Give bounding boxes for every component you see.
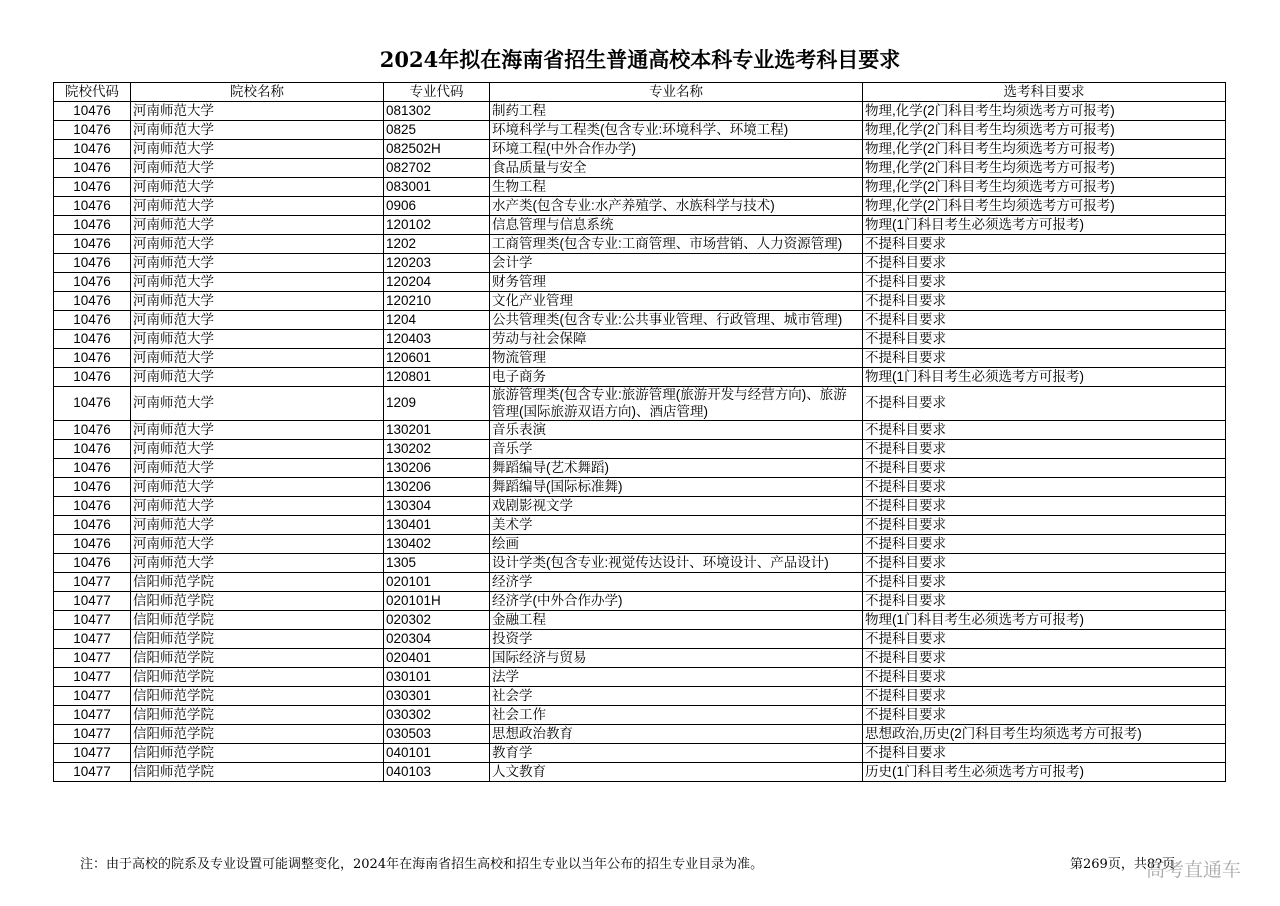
major-code-cell: 030301 xyxy=(384,687,490,706)
major-code-cell: 081302 xyxy=(384,102,490,121)
table-row xyxy=(54,497,1226,516)
school-name-cell: 河南师范大学 xyxy=(131,387,384,421)
table-row xyxy=(54,440,1226,459)
school-code-cell: 10476 xyxy=(54,102,131,121)
table-row xyxy=(54,421,1226,440)
school-code-cell: 10476 xyxy=(54,440,131,459)
major-name-cell: 舞蹈编导(艺术舞蹈) xyxy=(490,459,863,478)
school-code-cell: 10476 xyxy=(54,292,131,311)
page-number: 第269页，共8?页 xyxy=(1070,857,1176,872)
major-name-cell: 公共管理类(包含专业:公共事业管理、行政管理、城市管理) xyxy=(490,311,863,330)
school-name-cell: 河南师范大学 xyxy=(131,368,384,387)
table-row xyxy=(54,554,1226,573)
subject-requirement-cell: 不提科目要求 xyxy=(863,292,1226,311)
school-code-cell: 10477 xyxy=(54,706,131,725)
school-name-cell: 河南师范大学 xyxy=(131,311,384,330)
table-row xyxy=(54,235,1226,254)
major-name-cell: 制药工程 xyxy=(490,102,863,121)
table-row xyxy=(54,668,1226,687)
major-code-cell: 120601 xyxy=(384,349,490,368)
subject-requirement-cell: 物理,化学(2门科目考生均须选考方可报考) xyxy=(863,159,1226,178)
school-code-cell: 10476 xyxy=(54,535,131,554)
major-name-cell: 劳动与社会保障 xyxy=(490,330,863,349)
major-code-cell: 120801 xyxy=(384,368,490,387)
table-row xyxy=(54,311,1226,330)
major-code-cell: 030101 xyxy=(384,668,490,687)
major-code-cell: 120203 xyxy=(384,254,490,273)
table-row xyxy=(54,459,1226,478)
header-major-code: 专业代码 xyxy=(384,83,490,102)
major-name-cell: 经济学(中外合作办学) xyxy=(490,592,863,611)
school-name-cell: 信阳师范学院 xyxy=(131,725,384,744)
school-name-cell: 河南师范大学 xyxy=(131,440,384,459)
major-code-cell: 1202 xyxy=(384,235,490,254)
header-subject-requirement: 选考科目要求 xyxy=(863,83,1226,102)
school-code-cell: 10477 xyxy=(54,611,131,630)
major-code-cell: 020304 xyxy=(384,630,490,649)
subject-requirement-cell: 不提科目要求 xyxy=(863,535,1226,554)
major-name-cell: 社会工作 xyxy=(490,706,863,725)
school-name-cell: 河南师范大学 xyxy=(131,535,384,554)
school-name-cell: 河南师范大学 xyxy=(131,273,384,292)
subject-requirement-cell: 不提科目要求 xyxy=(863,311,1226,330)
subject-requirement-cell: 不提科目要求 xyxy=(863,630,1226,649)
school-name-cell: 河南师范大学 xyxy=(131,178,384,197)
table-row xyxy=(54,630,1226,649)
subject-requirement-cell: 不提科目要求 xyxy=(863,592,1226,611)
major-code-cell: 0906 xyxy=(384,197,490,216)
school-name-cell: 河南师范大学 xyxy=(131,349,384,368)
major-code-cell: 020101 xyxy=(384,573,490,592)
school-name-cell: 河南师范大学 xyxy=(131,292,384,311)
school-code-cell: 10476 xyxy=(54,497,131,516)
table-row xyxy=(54,254,1226,273)
table-row xyxy=(54,368,1226,387)
table-row xyxy=(54,706,1226,725)
subject-requirement-cell: 不提科目要求 xyxy=(863,421,1226,440)
school-code-cell: 10476 xyxy=(54,349,131,368)
school-code-cell: 10476 xyxy=(54,273,131,292)
school-code-cell: 10477 xyxy=(54,649,131,668)
major-name-cell: 文化产业管理 xyxy=(490,292,863,311)
school-name-cell: 信阳师范学院 xyxy=(131,763,384,782)
major-name-cell: 生物工程 xyxy=(490,178,863,197)
subject-requirement-cell: 不提科目要求 xyxy=(863,330,1226,349)
page-title: 2024年拟在海南省招生普通高校本科专业选考科目要求 xyxy=(379,47,901,72)
school-code-cell: 10477 xyxy=(54,630,131,649)
school-name-cell: 河南师范大学 xyxy=(131,330,384,349)
major-name-cell: 金融工程 xyxy=(490,611,863,630)
major-code-cell: 130206 xyxy=(384,459,490,478)
school-name-cell: 河南师范大学 xyxy=(131,516,384,535)
subject-requirement-cell: 不提科目要求 xyxy=(863,573,1226,592)
subject-requirement-cell: 不提科目要求 xyxy=(863,516,1226,535)
major-name-cell: 工商管理类(包含专业:工商管理、市场营销、人力资源管理) xyxy=(490,235,863,254)
table-row xyxy=(54,649,1226,668)
school-name-cell: 河南师范大学 xyxy=(131,235,384,254)
watermark: 高考直通车 xyxy=(1146,859,1242,881)
major-name-cell: 国际经济与贸易 xyxy=(490,649,863,668)
subject-requirement-cell: 物理,化学(2门科目考生均须选考方可报考) xyxy=(863,197,1226,216)
subject-requirement-cell: 不提科目要求 xyxy=(863,706,1226,725)
major-code-cell: 0825 xyxy=(384,121,490,140)
major-name-cell: 音乐学 xyxy=(490,440,863,459)
school-name-cell: 信阳师范学院 xyxy=(131,592,384,611)
table-row xyxy=(54,725,1226,744)
school-name-cell: 河南师范大学 xyxy=(131,102,384,121)
major-code-cell: 1204 xyxy=(384,311,490,330)
table-row xyxy=(54,478,1226,497)
school-code-cell: 10476 xyxy=(54,216,131,235)
school-name-cell: 河南师范大学 xyxy=(131,197,384,216)
school-code-cell: 10476 xyxy=(54,387,131,421)
school-name-cell: 河南师范大学 xyxy=(131,554,384,573)
major-code-cell: 030503 xyxy=(384,725,490,744)
table-row xyxy=(54,178,1226,197)
school-code-cell: 10477 xyxy=(54,592,131,611)
table-row xyxy=(54,349,1226,368)
major-name-cell: 环境科学与工程类(包含专业:环境科学、环境工程) xyxy=(490,121,863,140)
school-name-cell: 河南师范大学 xyxy=(131,159,384,178)
footer-note: 注：由于高校的院系及专业设置可能调整变化，2024年在海南省招生高校和招生专业以当年公布的招生专业目录为准。 xyxy=(80,857,764,872)
major-code-cell: 120403 xyxy=(384,330,490,349)
subject-requirement-cell: 不提科目要求 xyxy=(863,649,1226,668)
major-name-cell: 财务管理 xyxy=(490,273,863,292)
subject-requirement-cell: 不提科目要求 xyxy=(863,254,1226,273)
major-name-cell: 物流管理 xyxy=(490,349,863,368)
school-code-cell: 10477 xyxy=(54,668,131,687)
major-name-cell: 社会学 xyxy=(490,687,863,706)
school-name-cell: 河南师范大学 xyxy=(131,421,384,440)
school-name-cell: 信阳师范学院 xyxy=(131,611,384,630)
school-code-cell: 10476 xyxy=(54,554,131,573)
subject-requirement-cell: 物理(1门科目考生必须选考方可报考) xyxy=(863,216,1226,235)
table-row xyxy=(54,573,1226,592)
major-code-cell: 130206 xyxy=(384,478,490,497)
major-name-cell: 戏剧影视文学 xyxy=(490,497,863,516)
subject-requirement-cell: 不提科目要求 xyxy=(863,235,1226,254)
school-code-cell: 10476 xyxy=(54,368,131,387)
subject-requirement-cell: 不提科目要求 xyxy=(863,459,1226,478)
major-code-cell: 020401 xyxy=(384,649,490,668)
school-name-cell: 河南师范大学 xyxy=(131,254,384,273)
table-row xyxy=(54,387,1226,421)
school-name-cell: 河南师范大学 xyxy=(131,478,384,497)
subject-requirement-cell: 不提科目要求 xyxy=(863,668,1226,687)
school-code-cell: 10476 xyxy=(54,516,131,535)
school-name-cell: 信阳师范学院 xyxy=(131,744,384,763)
subject-requirement-cell: 思想政治,历史(2门科目考生均须选考方可报考) xyxy=(863,725,1226,744)
school-code-cell: 10476 xyxy=(54,197,131,216)
major-code-cell: 120204 xyxy=(384,273,490,292)
table-row xyxy=(54,611,1226,630)
major-name-cell: 思想政治教育 xyxy=(490,725,863,744)
major-code-cell: 1209 xyxy=(384,387,490,421)
school-code-cell: 10477 xyxy=(54,725,131,744)
school-name-cell: 信阳师范学院 xyxy=(131,649,384,668)
major-name-cell: 舞蹈编导(国际标准舞) xyxy=(490,478,863,497)
school-code-cell: 10476 xyxy=(54,121,131,140)
major-name-cell: 水产类(包含专业:水产养殖学、水族科学与技术) xyxy=(490,197,863,216)
school-code-cell: 10476 xyxy=(54,330,131,349)
major-name-cell: 音乐表演 xyxy=(490,421,863,440)
table-row xyxy=(54,273,1226,292)
major-code-cell: 120210 xyxy=(384,292,490,311)
header-school-name: 院校名称 xyxy=(131,83,384,102)
school-code-cell: 10477 xyxy=(54,744,131,763)
header-major-name: 专业名称 xyxy=(490,83,863,102)
major-name-cell: 法学 xyxy=(490,668,863,687)
major-code-cell: 083001 xyxy=(384,178,490,197)
school-name-cell: 河南师范大学 xyxy=(131,459,384,478)
table-row xyxy=(54,687,1226,706)
school-name-cell: 河南师范大学 xyxy=(131,216,384,235)
school-name-cell: 信阳师范学院 xyxy=(131,668,384,687)
subject-requirement-cell: 不提科目要求 xyxy=(863,349,1226,368)
table-row xyxy=(54,102,1226,121)
table-row xyxy=(54,197,1226,216)
school-code-cell: 10476 xyxy=(54,459,131,478)
table-row xyxy=(54,744,1226,763)
major-name-cell: 人文教育 xyxy=(490,763,863,782)
school-name-cell: 河南师范大学 xyxy=(131,140,384,159)
major-name-cell: 环境工程(中外合作办学) xyxy=(490,140,863,159)
school-code-cell: 10476 xyxy=(54,159,131,178)
table-row xyxy=(54,763,1226,782)
major-code-cell: 120102 xyxy=(384,216,490,235)
major-code-cell: 082502H xyxy=(384,140,490,159)
subject-requirement-cell: 物理(1门科目考生必须选考方可报考) xyxy=(863,611,1226,630)
major-name-cell: 教育学 xyxy=(490,744,863,763)
subject-requirement-cell: 不提科目要求 xyxy=(863,497,1226,516)
subject-requirement-cell: 物理(1门科目考生必须选考方可报考) xyxy=(863,368,1226,387)
major-code-cell: 1305 xyxy=(384,554,490,573)
school-code-cell: 10476 xyxy=(54,478,131,497)
major-code-cell: 130201 xyxy=(384,421,490,440)
school-code-cell: 10477 xyxy=(54,687,131,706)
subject-requirement-cell: 不提科目要求 xyxy=(863,273,1226,292)
school-code-cell: 10477 xyxy=(54,763,131,782)
school-name-cell: 河南师范大学 xyxy=(131,121,384,140)
school-code-cell: 10476 xyxy=(54,311,131,330)
subject-requirement-cell: 不提科目要求 xyxy=(863,387,1226,421)
subject-requirement-cell: 物理,化学(2门科目考生均须选考方可报考) xyxy=(863,178,1226,197)
major-name-cell: 信息管理与信息系统 xyxy=(490,216,863,235)
major-name-cell: 经济学 xyxy=(490,573,863,592)
table-row xyxy=(54,292,1226,311)
major-name-cell: 电子商务 xyxy=(490,368,863,387)
subject-requirement-cell: 物理,化学(2门科目考生均须选考方可报考) xyxy=(863,102,1226,121)
school-code-cell: 10476 xyxy=(54,235,131,254)
table-header-row xyxy=(54,83,1226,102)
subject-requirement-cell: 物理,化学(2门科目考生均须选考方可报考) xyxy=(863,121,1226,140)
major-name-cell: 美术学 xyxy=(490,516,863,535)
subject-requirement-cell: 不提科目要求 xyxy=(863,478,1226,497)
subject-requirement-cell: 不提科目要求 xyxy=(863,744,1226,763)
major-name-cell: 设计学类(包含专业:视觉传达设计、环境设计、产品设计) xyxy=(490,554,863,573)
major-name-cell: 绘画 xyxy=(490,535,863,554)
table-row xyxy=(54,159,1226,178)
major-name-cell: 旅游管理类(包含专业:旅游管理(旅游开发与经营方向)、旅游管理(国际旅游双语方向)、酒店管理) xyxy=(490,387,863,421)
table-row xyxy=(54,330,1226,349)
major-code-cell: 020302 xyxy=(384,611,490,630)
school-code-cell: 10476 xyxy=(54,140,131,159)
table-row xyxy=(54,535,1226,554)
major-name-cell: 投资学 xyxy=(490,630,863,649)
subject-requirement-cell: 不提科目要求 xyxy=(863,554,1226,573)
school-name-cell: 信阳师范学院 xyxy=(131,573,384,592)
major-code-cell: 030302 xyxy=(384,706,490,725)
table-row xyxy=(54,216,1226,235)
major-code-cell: 040101 xyxy=(384,744,490,763)
header-school-code: 院校代码 xyxy=(54,83,131,102)
major-name-cell: 食品质量与安全 xyxy=(490,159,863,178)
school-code-cell: 10476 xyxy=(54,421,131,440)
major-name-cell: 会计学 xyxy=(490,254,863,273)
school-code-cell: 10476 xyxy=(54,254,131,273)
subject-requirement-cell: 物理,化学(2门科目考生均须选考方可报考) xyxy=(863,140,1226,159)
requirements-table xyxy=(53,82,1226,782)
major-code-cell: 040103 xyxy=(384,763,490,782)
school-code-cell: 10476 xyxy=(54,178,131,197)
major-code-cell: 130304 xyxy=(384,497,490,516)
school-name-cell: 信阳师范学院 xyxy=(131,630,384,649)
major-code-cell: 082702 xyxy=(384,159,490,178)
table-row xyxy=(54,121,1226,140)
table-row xyxy=(54,592,1226,611)
school-name-cell: 信阳师范学院 xyxy=(131,687,384,706)
subject-requirement-cell: 历史(1门科目考生必须选考方可报考) xyxy=(863,763,1226,782)
major-code-cell: 020101H xyxy=(384,592,490,611)
school-name-cell: 信阳师范学院 xyxy=(131,706,384,725)
subject-requirement-cell: 不提科目要求 xyxy=(863,440,1226,459)
school-name-cell: 河南师范大学 xyxy=(131,497,384,516)
table-row xyxy=(54,140,1226,159)
major-code-cell: 130401 xyxy=(384,516,490,535)
school-code-cell: 10477 xyxy=(54,573,131,592)
major-code-cell: 130202 xyxy=(384,440,490,459)
subject-requirement-cell: 不提科目要求 xyxy=(863,687,1226,706)
major-code-cell: 130402 xyxy=(384,535,490,554)
table-row xyxy=(54,516,1226,535)
